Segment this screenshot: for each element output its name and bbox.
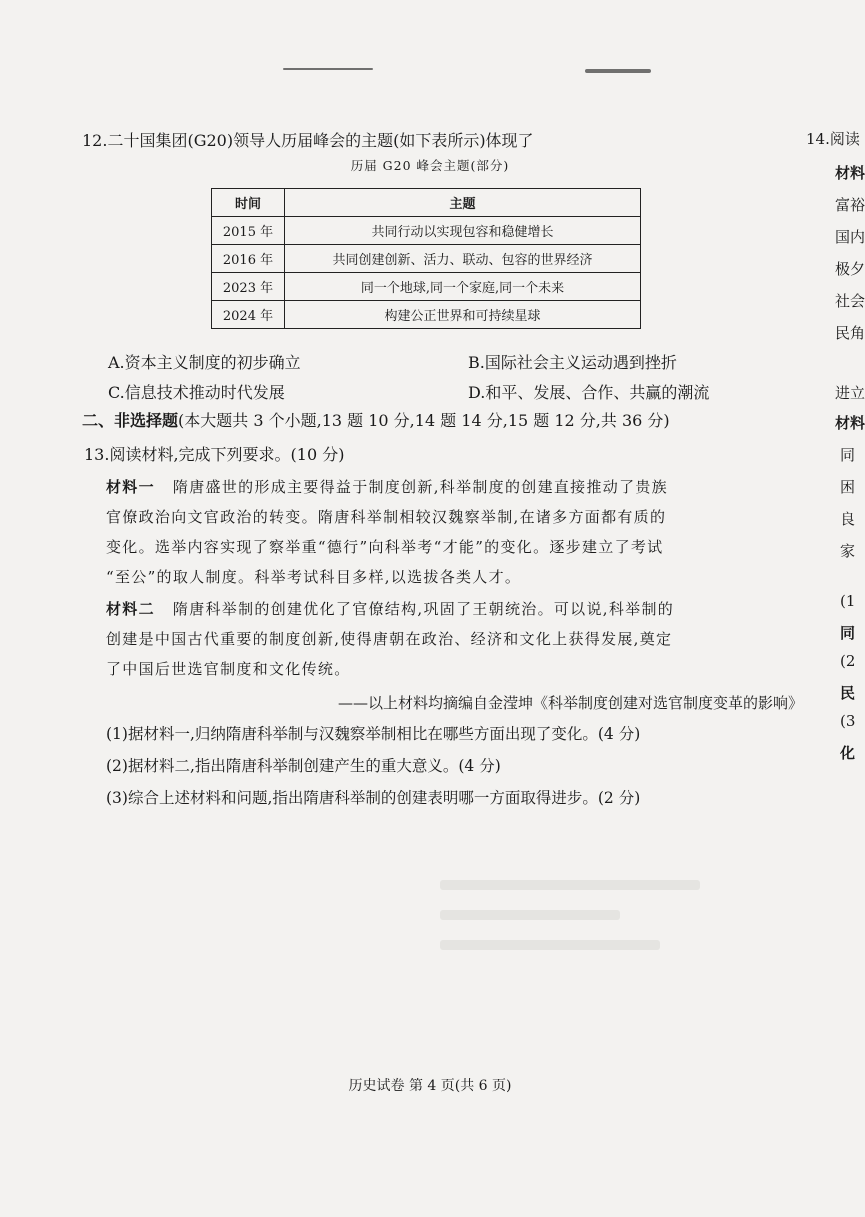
sub-question: (1)据材料一,归纳隋唐科举制与汉魏察举制相比在哪些方面出现了变化。(4 分) [106, 725, 641, 743]
right-column-fragment: 极夕 [835, 260, 865, 278]
right-column-fragment: 民 [840, 684, 856, 702]
right-column-fragment: 材料 [835, 414, 865, 432]
material-2-label: 材料二 [106, 600, 155, 618]
row-year: 2015 年 [212, 217, 285, 245]
page-footer: 历史试卷 第 4 页(共 6 页) [348, 1078, 512, 1094]
bleed-through-mark [440, 880, 700, 890]
option-c: C.信息技术推动时代发展 [108, 383, 285, 402]
right-column-fragment: 民角 [835, 324, 865, 342]
row-theme: 共同创建创新、活力、联动、包容的世界经济 [285, 245, 641, 273]
material-1-line: 官僚政治向文官政治的转变。隋唐科举制相较汉魏察举制,在诸多方面都有质的 [106, 508, 667, 526]
option-a: A.资本主义制度的初步确立 [108, 353, 301, 372]
material-1-line: “至公”的取人制度。科举考试科目多样,以选拔各类人才。 [106, 568, 522, 586]
material-1-line: 材料一 隋唐盛世的形成主要得益于制度创新,科举制度的创建直接推动了贵族 [106, 478, 668, 496]
table-row [212, 301, 641, 329]
table-header-row [212, 189, 641, 217]
right-column-fragment: 同 [840, 446, 856, 464]
header-time: 时间 [212, 189, 285, 217]
row-theme: 构建公正世界和可持续星球 [285, 301, 641, 329]
row-theme: 共同行动以实现包容和稳健增长 [285, 217, 641, 245]
row-theme: 同一个地球,同一个家庭,同一个未来 [285, 273, 641, 301]
question-13-stem: 13.阅读材料,完成下列要求。(10 分) [84, 445, 345, 464]
bleed-through-mark [440, 940, 660, 950]
right-column-fragment: 良 [840, 510, 856, 528]
right-column-fragment: 困 [840, 478, 856, 496]
right-column-fragment: 国内 [835, 228, 865, 246]
material-2-line: 创建是中国古代重要的制度创新,使得唐朝在政治、经济和文化上获得发展,奠定 [106, 630, 673, 648]
material-1-label: 材料一 [106, 478, 155, 496]
material-citation: ——以上材料均摘编自金滢坤《科举制度创建对选官制度变革的影响》 [338, 694, 804, 712]
question-12-stem: 12.二十国集团(G20)领导人历届峰会的主题(如下表所示)体现了 [82, 131, 534, 150]
option-d: D.和平、发展、合作、共赢的潮流 [468, 383, 710, 402]
right-column-fragment: 富裕 [835, 196, 865, 214]
right-column-fragment: 家 [840, 542, 856, 560]
right-column-fragment: 社会 [835, 292, 865, 310]
material-2-line: 材料二 隋唐科举制的创建优化了官僚结构,巩固了王朝统治。可以说,科举制的 [106, 600, 675, 618]
right-column-fragment: (3 [840, 712, 856, 730]
right-column-fragment: 化 [840, 744, 856, 762]
scan-mark [283, 68, 373, 70]
right-column-fragment: 14.阅读 [806, 130, 860, 148]
table-row [212, 273, 641, 301]
header-theme: 主题 [285, 189, 641, 217]
row-year: 2016 年 [212, 245, 285, 273]
row-year: 2023 年 [212, 273, 285, 301]
scan-mark [585, 69, 651, 73]
option-b: B.国际社会主义运动遇到挫折 [468, 353, 677, 372]
sub-question: (2)据材料二,指出隋唐科举制创建产生的重大意义。(4 分) [106, 757, 501, 775]
material-2-line: 了中国后世选官制度和文化传统。 [106, 660, 351, 678]
table-caption: 历届 G20 峰会主题(部分) [350, 158, 510, 173]
material-1-line: 变化。选举内容实现了察举重“德行”向科举考“才能”的变化。逐步建立了考试 [106, 538, 664, 556]
right-column-fragment: (2 [840, 652, 856, 670]
row-year: 2024 年 [212, 301, 285, 329]
section-2-heading [82, 408, 670, 431]
g20-themes-table [211, 188, 641, 329]
table-row [212, 217, 641, 245]
bleed-through-mark [440, 910, 620, 920]
right-column-fragment: 进立 [835, 384, 865, 402]
right-column-fragment: (1 [840, 592, 856, 610]
sub-question: (3)综合上述材料和问题,指出隋唐科举制的创建表明哪一方面取得进步。(2 分) [106, 789, 641, 807]
right-column-fragment: 同 [840, 624, 856, 642]
table-row [212, 245, 641, 273]
right-column-fragment: 材料 [835, 164, 865, 182]
section-2-desc: (本大题共 3 个小题,13 题 10 分,14 题 14 分,15 题 12 分,共 36 分) [178, 411, 670, 430]
section-2-title: 二、非选择题 [82, 411, 179, 430]
